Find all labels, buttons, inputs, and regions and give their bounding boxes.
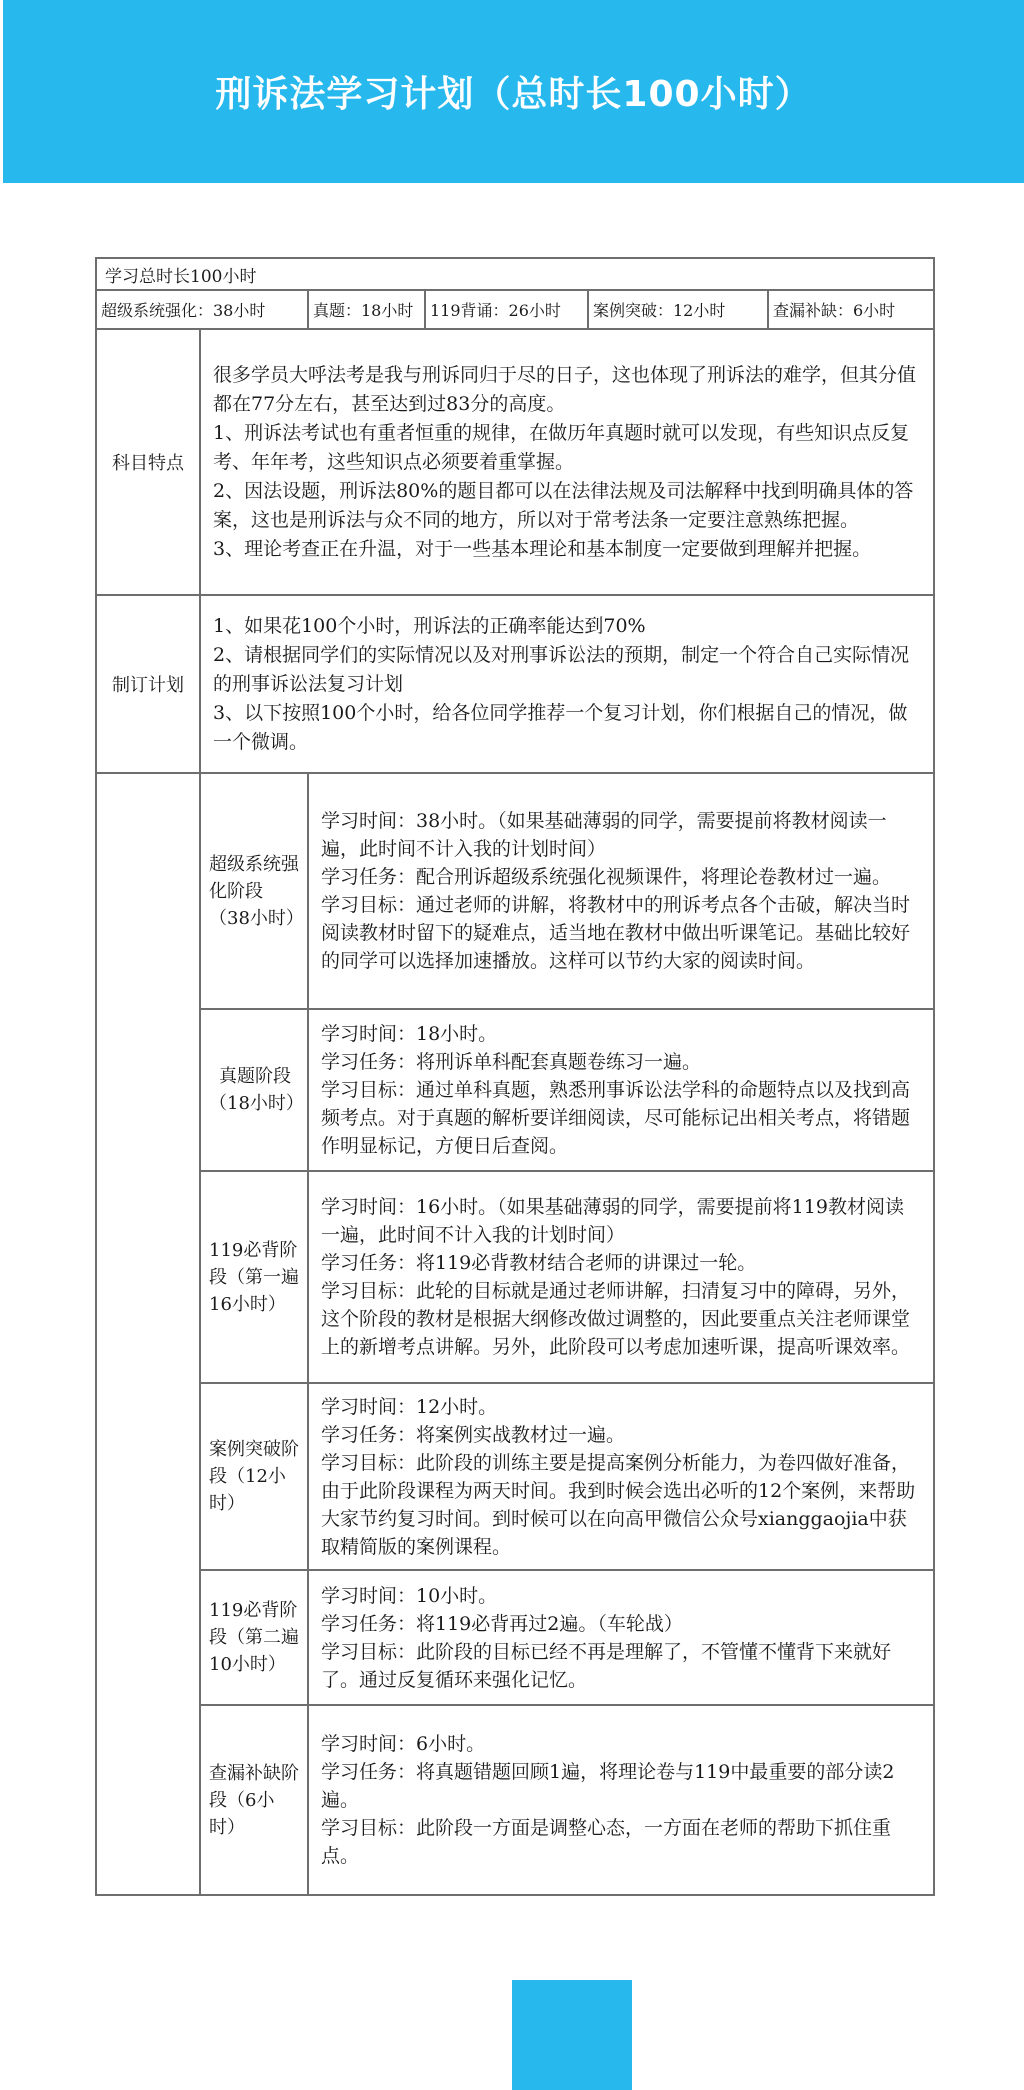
phase-time: 学习时间：10小时。 — [321, 1584, 498, 1607]
title-row — [96, 258, 934, 290]
subject-paragraph: 很多学员大呼法考是我与刑诉同归于尽的日子，这也体现了刑诉法的难学，但其分值都在77分左右，甚至达到过83分的高度。 — [213, 363, 917, 415]
phase-time: 学习时间：18小时。 — [321, 1023, 498, 1045]
subject-paragraph: 2、因法设题，刑诉法80%的题目都可以在法律法规及司法解释中找到明确具体的答案，这也是刑诉法与众不同的地方，所以对于常考法条一定要注意熟练把握。 — [213, 479, 914, 531]
phase-time: 学习时间：6小时。 — [321, 1733, 486, 1755]
phase-time: 学习时间：16小时。（如果基础薄弱的同学，需要提前将119教材阅读一遍，此时间不计入我的计划时间） — [321, 1196, 904, 1246]
phase-detail — [308, 1383, 934, 1570]
phase-goal: 学习目标：此阶段的训练主要是提高案例分析能力，为卷四做好准备，由于此阶段课程为两天时间。我到时候会选出必听的12个案例，来帮助大家节约复习时间。到时候可以在向高甲微信公众号xianggaojia中获取精简版的案例课程。 — [321, 1451, 916, 1558]
subject-row — [96, 329, 934, 595]
phase-task: 学习任务：将119必背教材结合老师的讲课过一轮。 — [321, 1252, 757, 1274]
phase-label: 超级系统强化阶段（38小时） — [200, 773, 308, 1009]
phase-row — [96, 773, 934, 1009]
header-banner — [3, 0, 1024, 183]
subject-paragraph: 3、理论考查正在升温，对于一些基本理论和基本制度一定要做到理解并把握。 — [213, 537, 872, 560]
phases-blank-cell — [96, 773, 200, 1895]
plan-row — [96, 595, 934, 773]
phase-row — [96, 1171, 934, 1383]
footer-decoration — [512, 1980, 632, 2090]
phase-task: 学习任务：配合刑诉超级系统强化视频课件，将理论卷教材过一遍。 — [321, 866, 892, 888]
phase-detail — [308, 1171, 934, 1383]
phase-label: 119必背阶段（第二遍10小时） — [200, 1570, 308, 1705]
stat-recite: 119背诵：26小时 — [425, 290, 588, 329]
subject-body — [200, 329, 934, 595]
phase-time: 学习时间：12小时。 — [321, 1395, 498, 1418]
stats-row — [96, 290, 934, 329]
stat-system: 超级系统强化：38小时 — [96, 290, 308, 329]
phase-row — [96, 1705, 934, 1895]
subject-label: 科目特点 — [96, 329, 200, 595]
study-plan-table — [95, 257, 935, 1896]
phase-goal: 学习目标：此轮的目标就是通过老师讲解，扫清复习中的障碍，另外，这个阶段的教材是根据大纲修改做过调整的，因此要重点关注老师课堂上的新增考点讲解。另外，此阶段可以考虑加速听课，提高听课效率。 — [321, 1280, 911, 1358]
subject-paragraph: 1、刑诉法考试也有重者恒重的规律，在做历年真题时就可以发现，有些知识点反复考、年年考，这些知识点必须要着重掌握。 — [213, 421, 910, 473]
phase-time: 学习时间：38小时。（如果基础薄弱的同学，需要提前将教材阅读一遍，此时间不计入我的计划时间） — [321, 810, 887, 860]
stat-review: 查漏补缺：6小时 — [768, 290, 934, 329]
phase-row — [96, 1009, 934, 1171]
phase-row — [96, 1383, 934, 1570]
plan-body — [200, 595, 934, 773]
phase-detail — [308, 1570, 934, 1705]
stat-exam: 真题：18小时 — [308, 290, 425, 329]
phase-goal: 学习目标：通过单科真题，熟悉刑事诉讼法学科的命题特点以及找到高频考点。对于真题的解析要详细阅读，尽可能标记出相关考点，将错题作明显标记，方便日后查阅。 — [321, 1079, 911, 1157]
phase-goal: 学习目标：此阶段的目标已经不再是理解了，不管懂不懂背下来就好了。通过反复循环来强化记忆。 — [321, 1640, 892, 1691]
phase-detail — [308, 1009, 934, 1171]
stat-case: 案例突破：12小时 — [588, 290, 768, 329]
plan-label: 制订计划 — [96, 595, 200, 773]
plan-paragraph: 1、如果花100个小时，刑诉法的正确率能达到70% — [213, 614, 646, 637]
total-hours-cell: 学习总时长100小时 — [96, 258, 934, 290]
phase-task: 学习任务：将案例实战教材过一遍。 — [321, 1423, 626, 1446]
phase-task: 学习任务：将刑诉单科配套真题卷练习一遍。 — [321, 1051, 702, 1073]
plan-paragraph: 3、以下按照100个小时，给各位同学推荐一个复习计划，你们根据自己的情况，做一个微调。 — [213, 701, 908, 753]
phase-detail — [308, 1705, 934, 1895]
page-title: 刑诉法学习计划（总时长100小时） — [215, 74, 812, 115]
phase-label: 真题阶段（18小时） — [200, 1009, 308, 1171]
phase-label: 119必背阶段（第一遍16小时） — [200, 1171, 308, 1383]
phase-row — [96, 1570, 934, 1705]
phase-label: 查漏补缺阶段（6小时） — [200, 1705, 308, 1895]
phase-goal: 学习目标：此阶段一方面是调整心态，一方面在老师的帮助下抓住重点。 — [321, 1817, 892, 1867]
phase-label: 案例突破阶段（12小时） — [200, 1383, 308, 1570]
phase-detail — [308, 773, 934, 1009]
phase-goal: 学习目标：通过老师的讲解，将教材中的刑诉考点各个击破，解决当时阅读教材时留下的疑难点，适当地在教材中做出听课笔记。基础比较好的同学可以选择加速播放。这样可以节约大家的阅读时间。 — [321, 894, 911, 972]
phase-task: 学习任务：将119必背再过2遍。（车轮战） — [321, 1612, 683, 1635]
plan-paragraph: 2、请根据同学们的实际情况以及对刑事诉讼法的预期，制定一个符合自己实际情况的刑事诉讼法复习计划 — [213, 643, 910, 695]
phase-task: 学习任务：将真题错题回顾1遍，将理论卷与119中最重要的部分读2遍。 — [321, 1761, 895, 1811]
